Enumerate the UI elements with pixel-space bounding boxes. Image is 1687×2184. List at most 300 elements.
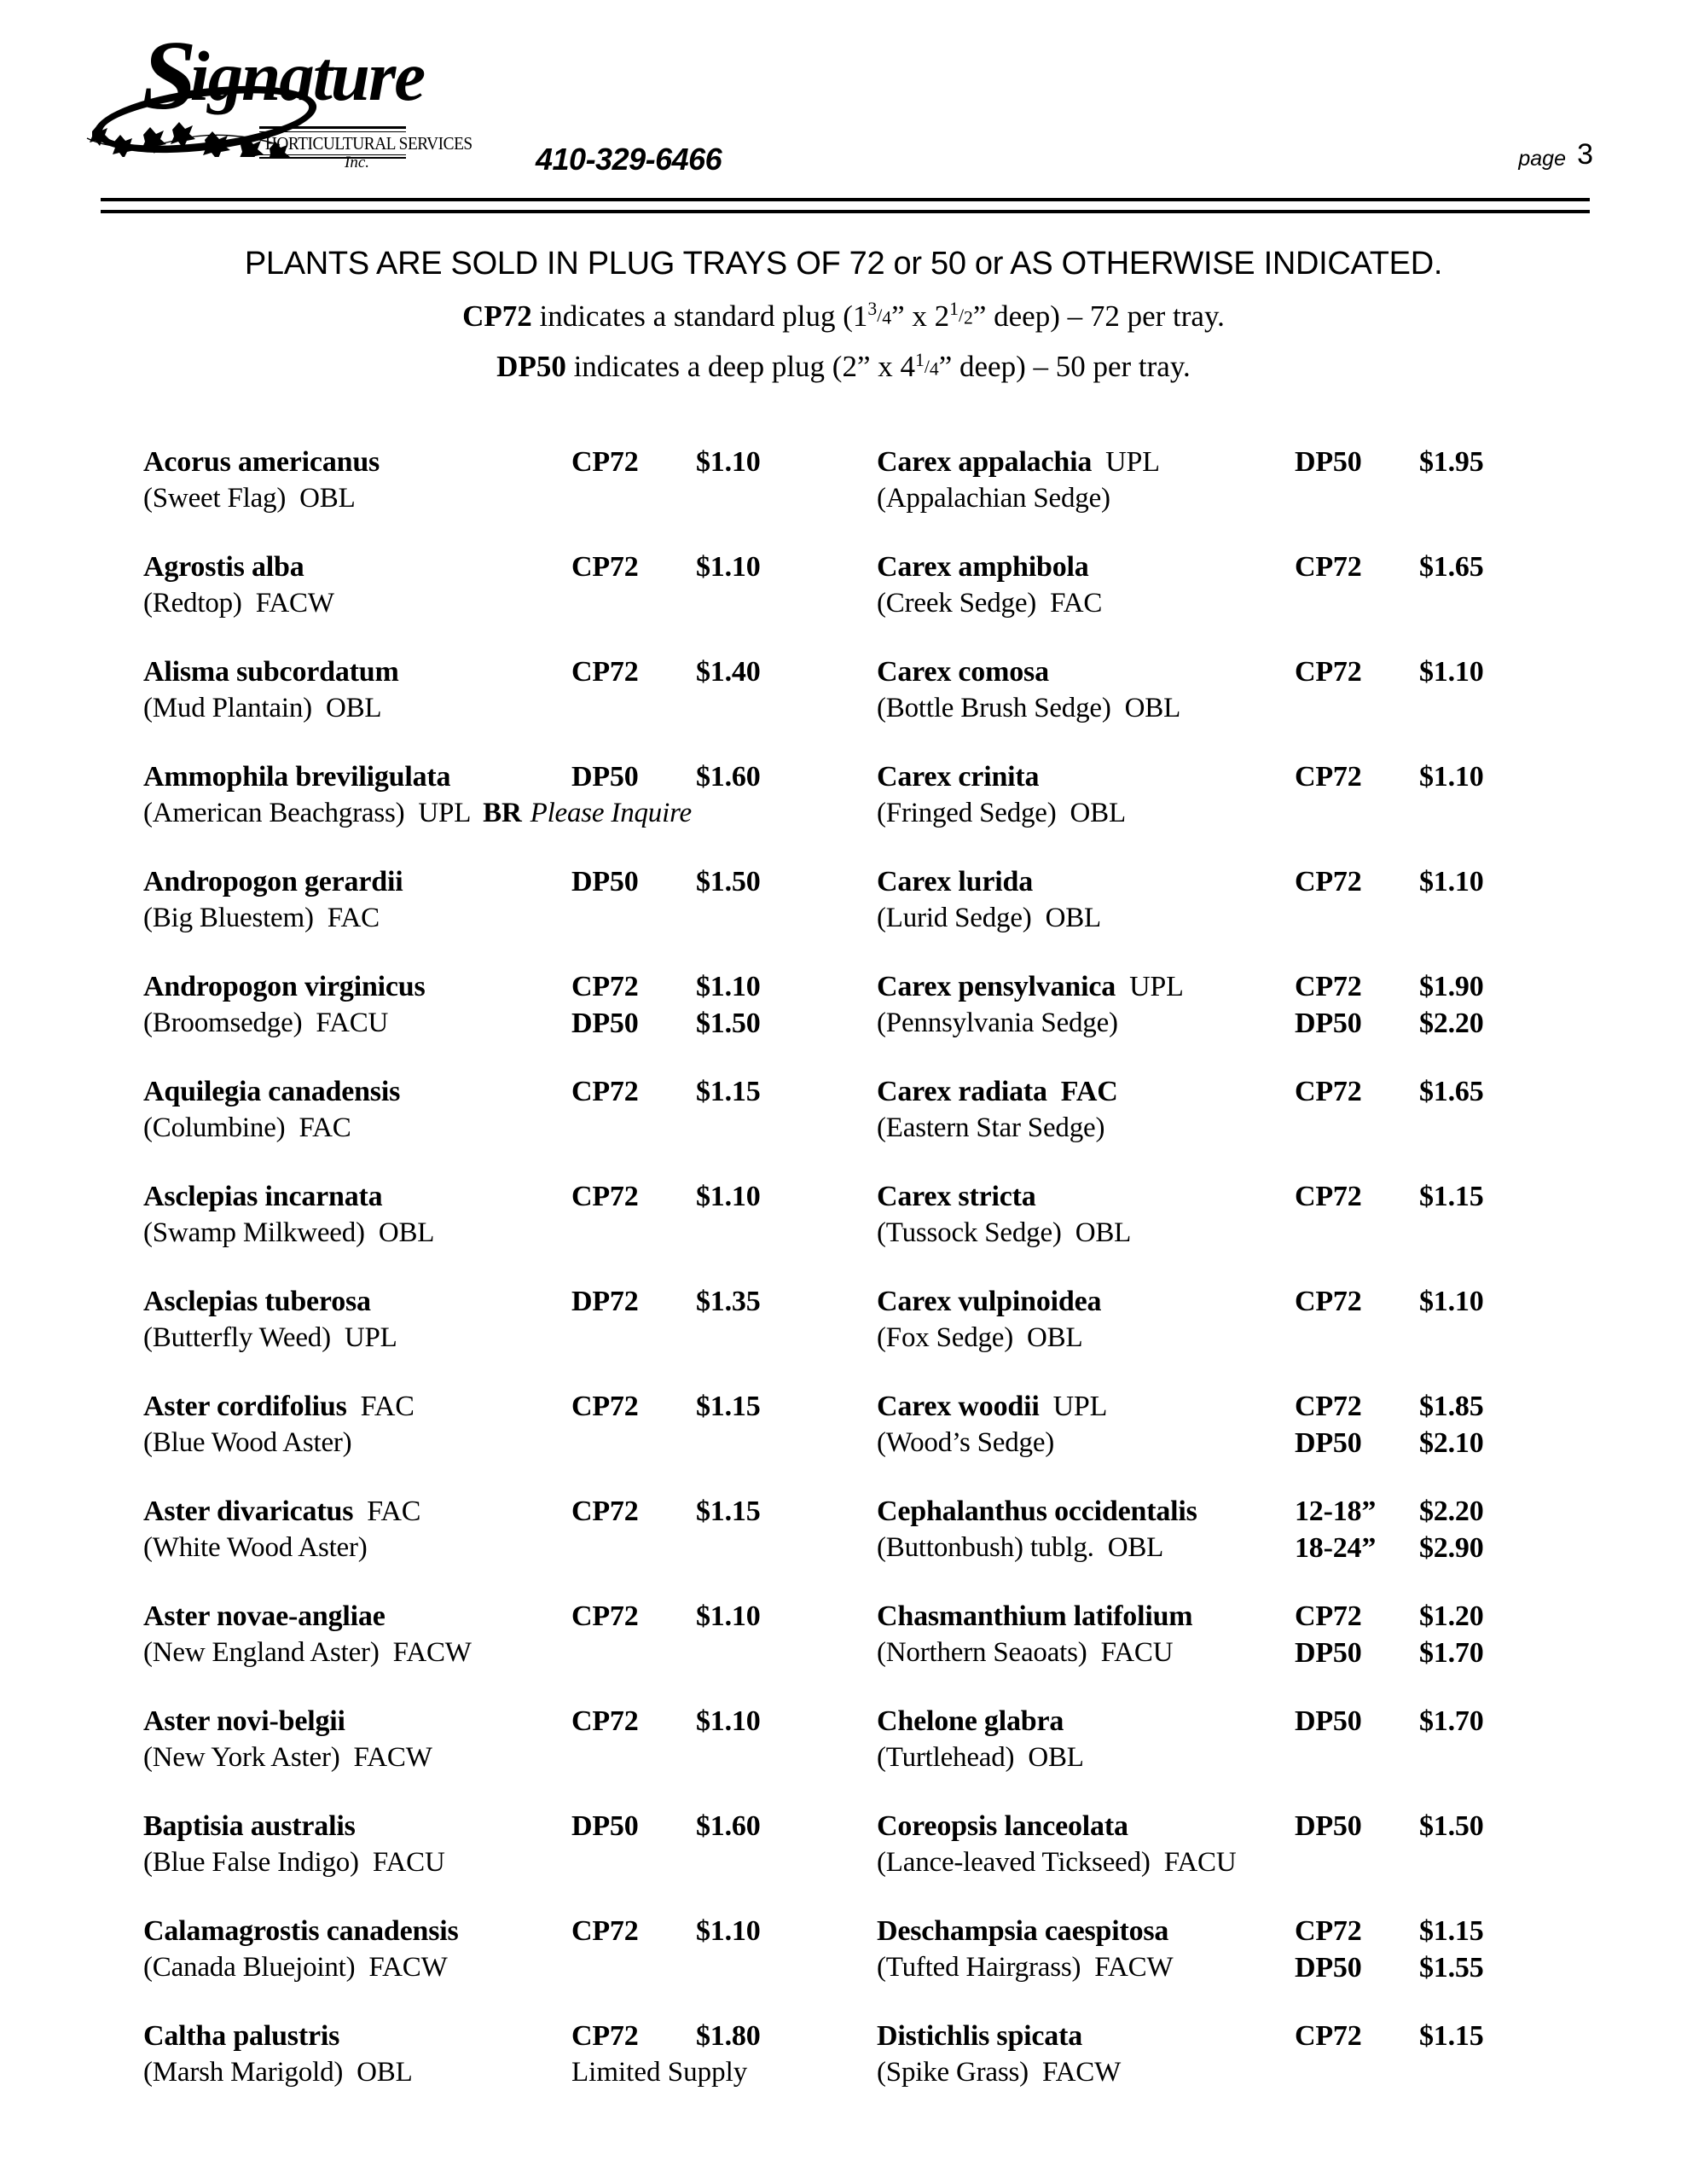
plant-common-cell [877,795,1126,832]
plant-price: $1.60 [696,1810,761,1842]
plant-entry [143,758,809,863]
plant-common-cell [877,1530,1163,1566]
plant-common-cell [877,1320,1082,1356]
plant-entry-row-primary [143,444,809,480]
plant-size-code-alt: DP50 [1295,1637,1362,1669]
logo-inc-suffix: Inc. [345,154,370,171]
plant-entry-row-secondary [143,690,809,727]
plant-common-cell [143,690,381,727]
plant-common-cell [143,1215,434,1252]
plant-size-code: CP72 [571,1915,639,1947]
plant-size-code: CP72 [1295,1391,1362,1422]
plant-common-name: (Lance-leaved Tickseed) [877,1847,1151,1878]
plant-name-cell [877,863,1033,900]
plant-entry-row-secondary [877,795,1559,832]
plant-size-code: CP72 [1295,1600,1362,1632]
plant-common-cell [877,1425,1054,1461]
wetland-indicator: OBL [1107,1532,1164,1563]
plant-common-name: (American Beachgrass) [143,798,405,828]
plant-entry-row-primary [143,1598,809,1635]
plant-entry-row-secondary [877,480,1559,517]
plant-common-name: (Bottle Brush Sedge) [877,693,1111,723]
plant-name-cell [143,1388,415,1425]
plant-size-code: CP72 [1295,551,1362,583]
plant-name-cell [143,1598,386,1635]
plant-name-cell [143,1913,459,1949]
plant-common-name: (Spike Grass) [877,2057,1029,2088]
plant-entry-row-primary [877,1178,1559,1215]
plant-entry-row-secondary [877,1215,1559,1252]
intro-dp50-line [0,347,1687,386]
plant-entry [877,1493,1559,1598]
wetland-indicator: UPL [1129,971,1184,1002]
plant-common-name: (White Wood Aster) [143,1532,368,1563]
phone-number: 410-329-6466 [536,142,722,177]
plant-price: $1.20 [1419,1600,1484,1632]
plant-botanical-name: Caltha palustris [143,2020,340,2052]
logo-rule-bottom [259,154,406,159]
plant-common-name: (Columbine) [143,1112,286,1143]
plant-entry [143,1283,809,1388]
plant-entry-row-primary [877,2018,1559,2054]
plant-size-code: DP50 [1295,1705,1362,1737]
plant-price: $1.65 [1419,551,1484,583]
wetland-indicator: FACW [353,1742,432,1773]
plant-common-name: (Redtop) [143,588,242,619]
plant-entry-row-primary [143,2018,809,2054]
plant-entry [877,1913,1559,2018]
plant-size-code: CP72 [571,971,639,1002]
plant-common-cell [877,2054,1121,2091]
dp50-text-a: indicates a deep plug (2” x 4 [565,350,915,383]
plant-common-name: (Canada Bluejoint) [143,1952,356,1983]
plant-entry [877,1073,1559,1178]
plant-name-cell [143,1493,420,1530]
plant-entry-row-secondary [143,1005,809,1042]
plant-entry-row-secondary [877,1635,1559,1671]
plant-common-cell [143,1530,368,1566]
plant-entry-row-primary [143,1808,809,1844]
plant-column-right [877,444,1559,2123]
plant-price: $1.50 [1419,1810,1484,1842]
plant-entry-row-primary [877,1913,1559,1949]
plant-entry [143,444,809,549]
plant-entry [143,2018,809,2123]
plant-size-code: CP72 [571,2020,639,2052]
plant-entry-row-primary [877,1283,1559,1320]
plant-entry-row-secondary [877,585,1559,622]
plant-size-code: 12-18” [1295,1496,1377,1527]
plant-botanical-name: Aster novae-angliae [143,1600,386,1632]
plant-entry-row-primary [143,968,809,1005]
plant-name-cell [877,1283,1101,1320]
plant-price: $1.50 [696,866,761,897]
plant-entry [877,444,1559,549]
wetland-indicator: FACU [372,1847,445,1878]
plant-entry-row-primary [143,549,809,585]
plant-size-code: CP72 [1295,971,1362,1002]
plant-common-cell [143,585,334,622]
wetland-indicator: FAC [1050,588,1103,619]
plant-common-name: (Creek Sedge) [877,588,1037,619]
availability-note: Limited Supply [571,2057,748,2088]
plant-entry-row-secondary [877,1949,1559,1986]
plant-entry-row-primary [143,1073,809,1110]
plant-entry-row-secondary [143,1740,809,1776]
plant-common-name: (Turtlehead) [877,1742,1015,1773]
logo-rule-top [259,126,406,132]
logo-subtitle-block [259,126,472,159]
plant-entry-row-secondary [143,1425,809,1461]
wetland-indicator: UPL [344,1322,397,1353]
plant-botanical-name: Acorus americanus [143,446,380,478]
plant-botanical-name: Carex appalachia [877,446,1093,478]
plant-entry-row-primary [877,1598,1559,1635]
plant-size-code: CP72 [1295,1076,1362,1107]
plant-entry-row-secondary [143,1635,809,1671]
plant-common-cell [143,480,356,517]
plant-botanical-name: Carex stricta [877,1181,1036,1212]
plant-entry [143,863,809,968]
plant-name-cell [877,1913,1168,1949]
plant-price: $1.15 [696,1496,761,1527]
plant-entry-row-primary [877,1073,1559,1110]
plant-price: $1.10 [696,551,761,583]
plant-common-name: (Blue Wood Aster) [143,1427,352,1458]
plant-botanical-name: Carex amphibola [877,551,1089,583]
plant-botanical-name: Cephalanthus occidentalis [877,1496,1197,1527]
wetland-indicator: FACW [392,1637,472,1668]
wetland-indicator: FAC [360,1391,415,1422]
plant-size-code-alt: 18-24” [1295,1532,1377,1564]
plant-common-cell [143,1740,432,1776]
plant-size-code: CP72 [1295,761,1362,793]
plant-botanical-name: Chasmanthium latifolium [877,1600,1193,1632]
cp72-fraction-b: $^1/_2$ [949,299,973,328]
plant-entry [143,1703,809,1808]
plant-name-cell [143,2018,339,2054]
plant-name-cell [877,1493,1197,1530]
plant-entry-row-primary [143,1703,809,1740]
plant-entry [143,1808,809,1913]
plant-botanical-name: Asclepias incarnata [143,1181,383,1212]
plant-size-code: CP72 [571,1600,639,1632]
plant-common-name: (Fox Sedge) [877,1322,1014,1353]
page-header [0,0,1687,215]
plant-price: $1.65 [1419,1076,1484,1107]
plant-common-cell [143,1635,472,1671]
plant-common-cell [877,900,1101,937]
plant-entry-row-primary [143,1388,809,1425]
plant-botanical-name: Ammophila breviligulata [143,761,451,793]
plant-name-cell [877,758,1039,795]
plant-entry [143,1388,809,1493]
plant-common-cell [143,1110,351,1147]
plant-name-cell [143,1703,345,1740]
plant-entry-row-primary [877,968,1559,1005]
wetland-indicator: FACW [1041,2057,1122,2088]
plant-name-cell [877,1808,1128,1844]
wetland-indicator: OBL [1045,903,1101,933]
logo-subtitle: HORTICULTURAL SERVICES [264,133,472,154]
plant-size-code: DP50 [571,866,639,897]
plant-name-cell [877,549,1089,585]
plant-size-code: CP72 [1295,1181,1362,1212]
plant-price: $1.70 [1419,1705,1484,1737]
wetland-indicator: OBL [1027,1322,1083,1353]
dp50-fraction: $^1/_4$ [915,349,939,380]
plant-entry [877,758,1559,863]
plant-common-cell [143,1949,448,1986]
plant-common-cell [877,1110,1104,1147]
plant-common-name: (Mud Plantain) [143,693,312,723]
plant-price: $2.20 [1419,1496,1484,1527]
plant-price: $1.10 [696,1600,761,1632]
plant-name-cell [877,653,1049,690]
plant-entry-row-primary [877,1388,1559,1425]
plant-botanical-name: Asclepias tuberosa [143,1286,371,1317]
plant-common-name: (Lurid Sedge) [877,903,1032,933]
plant-size-code: CP72 [571,446,639,478]
plant-price: $1.40 [696,656,761,688]
plant-common-cell [877,1005,1118,1042]
plant-entry [143,653,809,758]
plant-size-code: CP72 [1295,1915,1362,1947]
wetland-indicator: FAC [299,1112,351,1143]
plant-size-code: CP72 [571,1181,639,1212]
plant-name-cell [877,2018,1082,2054]
plant-entry-row-secondary [877,1530,1559,1566]
plant-entry-row-secondary [143,585,809,622]
wetland-indicator: OBL [1075,1217,1132,1248]
plant-name-cell [143,1178,382,1215]
dp50-text-b: ” deep) – 50 per tray. [938,350,1191,383]
plant-entry-row-primary [143,758,809,795]
plant-botanical-name: Calamagrostis canadensis [143,1915,459,1947]
plant-entry-row-primary [877,1493,1559,1530]
plant-common-name: (New York Aster) [143,1742,340,1773]
plant-price: $1.10 [696,971,761,1002]
plant-entry-row-primary [877,549,1559,585]
bare-root-badge: BR [483,798,522,828]
plant-price: $1.10 [1419,761,1484,793]
plant-common-name: (Broomsedge) [143,1008,303,1038]
plant-common-cell [877,1844,1236,1881]
plant-entry-row-secondary [877,900,1559,937]
plant-name-cell [143,444,380,480]
plant-price: $1.95 [1419,446,1484,478]
plant-entry [877,1703,1559,1808]
header-divider-top [101,198,1590,201]
wetland-indicator: FAC [367,1496,421,1527]
plant-price-alt: $2.10 [1419,1427,1484,1459]
plant-price: $1.85 [1419,1391,1484,1422]
plant-name-cell [143,758,450,795]
plant-price: $1.15 [696,1076,761,1107]
plant-entry [877,968,1559,1073]
plant-name-cell [877,1073,1118,1110]
plant-botanical-name: Distichlis spicata [877,2020,1083,2052]
plant-price: $1.10 [1419,656,1484,688]
plant-entry [143,1913,809,2018]
plant-price-alt: $1.55 [1419,1952,1484,1984]
plant-entry [143,1073,809,1178]
plant-common-cell [877,1215,1131,1252]
plant-entry [877,549,1559,653]
plant-price: $1.60 [696,761,761,793]
plant-botanical-name: Chelone glabra [877,1705,1064,1737]
plant-entry-row-primary [143,1283,809,1320]
plant-size-code: DP50 [1295,446,1362,478]
plant-entry-row-primary [143,1178,809,1215]
plant-entry-row-secondary [877,1844,1559,1881]
plant-entry-row-secondary [143,2054,809,2091]
plant-entry [877,863,1559,968]
logo-wordmark-capital: S [142,21,195,131]
plant-common-cell [143,1425,351,1461]
plant-size-code: CP72 [571,1076,639,1107]
page-label: page [1518,147,1566,171]
plant-common-name: (Sweet Flag) [143,483,287,514]
plant-botanical-name: Coreopsis lanceolata [877,1810,1128,1842]
plant-size-code-alt: DP50 [1295,1952,1362,1984]
plant-name-cell [143,968,426,1005]
plant-common-name: (Eastern Star Sedge) [877,1112,1105,1143]
plant-name-cell [877,1178,1036,1215]
plant-entry-row-primary [143,863,809,900]
plant-price-alt: $2.90 [1419,1532,1484,1564]
plant-entry-row-secondary [877,1110,1559,1147]
plant-size-code: DP50 [571,761,639,793]
wetland-indicator: FAC [327,903,380,933]
intro-cp72-line [0,297,1687,336]
plant-entry-row-secondary [143,1110,809,1147]
plant-size-code: CP72 [571,1705,639,1737]
plant-entry-row-secondary [877,1425,1559,1461]
plant-common-name: (Tussock Sedge) [877,1217,1062,1248]
plant-botanical-name: Aster cordifolius [143,1391,347,1422]
plant-name-cell [877,444,1160,480]
cp72-text-b: ” x 2 [891,299,950,333]
plant-common-cell [143,1320,397,1356]
plant-size-code: CP72 [1295,1286,1362,1317]
plant-common-cell [877,585,1102,622]
plant-price: $1.15 [696,1391,761,1422]
plant-common-cell [143,1005,388,1042]
plant-entry [877,653,1559,758]
plant-entry-row-secondary [143,795,809,832]
plant-price: $1.10 [1419,866,1484,897]
plant-entry-row-secondary [143,1215,809,1252]
intro-headline: PLANTS ARE SOLD IN PLUG TRAYS OF 72 or 50 or AS OTHERWISE INDICATED. [244,246,1443,282]
wetland-indicator: OBL [1070,798,1126,828]
plant-entry-row-primary [877,1703,1559,1740]
plant-entry [877,1283,1559,1388]
plant-entry-row-secondary [143,480,809,517]
wetland-indicator: FACW [255,588,334,619]
plant-price: $1.10 [696,1915,761,1947]
wetland-indicator: UPL [418,798,472,828]
plant-entry [877,1598,1559,1703]
plant-price: $1.10 [1419,1286,1484,1317]
plant-price: $1.90 [1419,971,1484,1002]
plant-price: $1.10 [696,1181,761,1212]
plant-entry [143,968,809,1073]
plant-price-alt: $1.50 [696,1008,761,1039]
wetland-indicator: OBL [1124,693,1181,723]
plant-botanical-name: Aquilegia canadensis [143,1076,401,1107]
plant-name-cell [143,863,403,900]
plant-common-name: (New England Aster) [143,1637,380,1668]
plant-entry-row-secondary [143,1530,809,1566]
wetland-indicator: OBL [1028,1742,1084,1773]
plant-size-code-alt: DP50 [571,1008,639,1039]
plant-entry [877,2018,1559,2123]
plant-size-code: DP50 [571,1810,639,1842]
plant-common-cell [143,795,692,832]
plant-name-cell [877,1598,1192,1635]
plant-common-name: (Northern Seaoats) [877,1637,1087,1668]
plant-entry-row-secondary [877,1005,1559,1042]
plant-size-code: DP50 [1295,1810,1362,1842]
wetland-indicator: FACW [1094,1952,1174,1983]
plant-botanical-name: Carex crinita [877,761,1040,793]
plant-name-cell [877,968,1184,1005]
plant-botanical-name: Carex vulpinoidea [877,1286,1102,1317]
wetland-indicator: FACU [316,1008,389,1038]
cp72-code: CP72 [462,299,532,333]
plant-common-cell [877,480,1110,517]
cp72-fraction-a: $^3/_4$ [867,299,892,328]
plant-column-left [143,444,809,2123]
plant-size-code: CP72 [1295,866,1362,897]
plant-entry-row-primary [877,863,1559,900]
plant-entry [877,1808,1559,1913]
plant-size-code: DP72 [571,1286,639,1317]
wetland-indicator: OBL [299,483,356,514]
plant-botanical-name: Carex lurida [877,866,1034,897]
plant-common-name: (Pennsylvania Sedge) [877,1008,1118,1038]
wetland-indicator: FAC [1060,1076,1118,1107]
plant-entry-row-primary [143,1493,809,1530]
plant-size-code: CP72 [1295,2020,1362,2052]
plant-entry-row-secondary [877,1320,1559,1356]
plant-entry-row-primary [877,758,1559,795]
plant-entry [143,549,809,653]
plant-entry [877,1178,1559,1283]
plant-size-code: CP72 [1295,656,1362,688]
page-number: 3 [1577,138,1593,171]
plant-price: $1.35 [696,1286,761,1317]
wetland-indicator: OBL [378,1217,435,1248]
wetland-indicator: UPL [1052,1391,1108,1422]
plant-name-cell [143,549,304,585]
plant-entry-row-primary [143,653,809,690]
plant-price: $1.15 [1419,1915,1484,1947]
plant-botanical-name: Carex radiata [877,1076,1047,1107]
company-logo [101,21,472,189]
logo-wordmark-rest: ignature [189,37,425,115]
plant-name-cell [143,653,399,690]
plant-botanical-name: Andropogon gerardii [143,866,403,897]
plant-entry-row-secondary [143,1844,809,1881]
plant-entry [143,1493,809,1598]
plant-entry-row-primary [877,1808,1559,1844]
plant-common-name: (Blue False Indigo) [143,1847,359,1878]
wetland-indicator: OBL [357,2057,413,2088]
plant-entry-row-secondary [877,2054,1559,2091]
wetland-indicator: FACW [368,1952,448,1983]
